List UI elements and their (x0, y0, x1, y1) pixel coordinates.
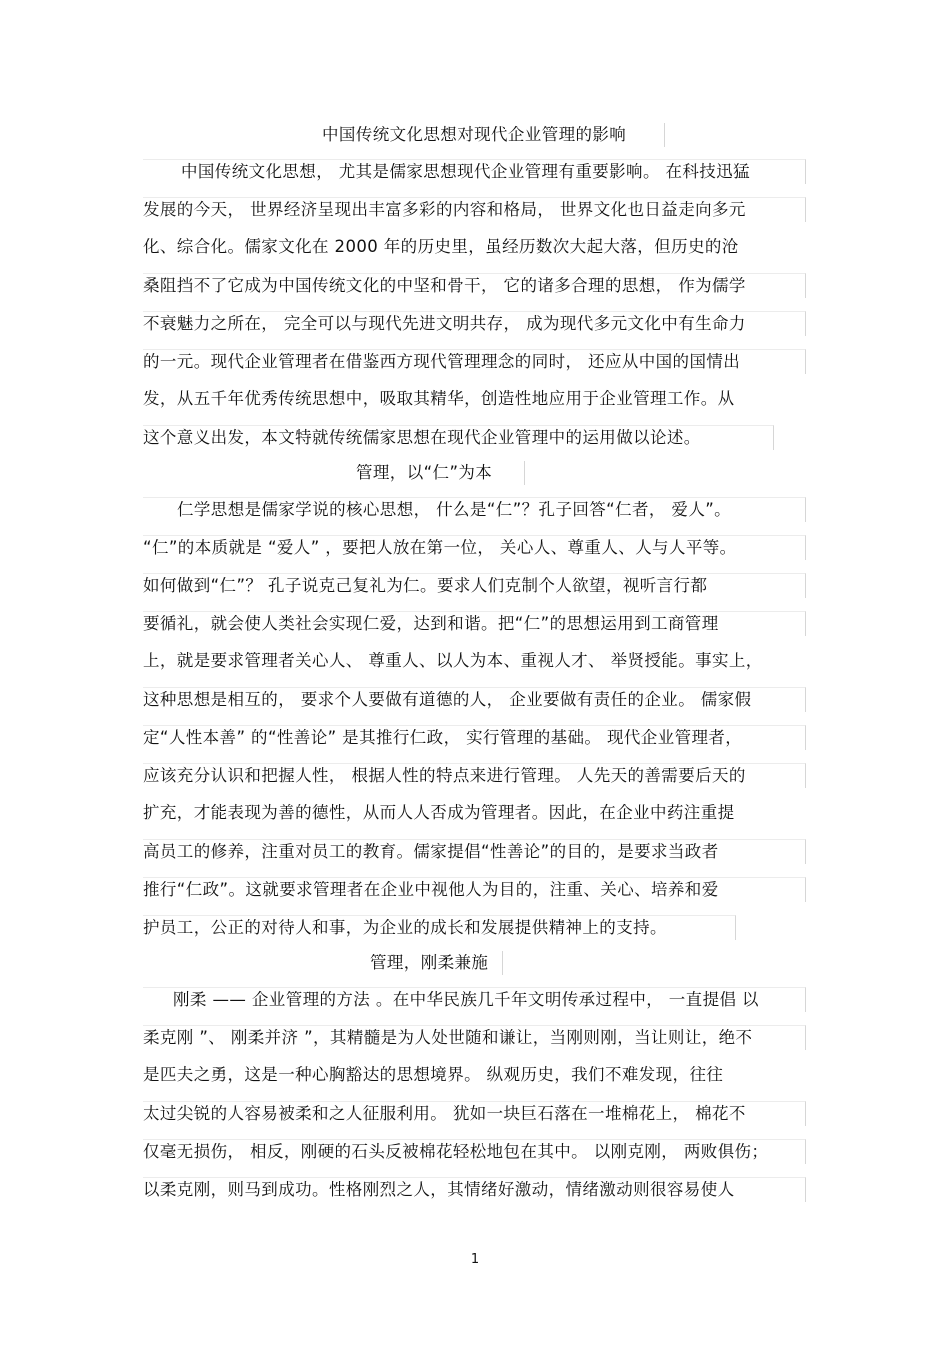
paragraph-line: 的一元。现代企业管理者在借鉴西方现代管理理念的同时， 还应从中国的国情出 (143, 349, 806, 374)
paragraph-line: 定“人性本善” 的“性善论” 是其推行仁政， 实行管理的基础。 现代企业管理者， (143, 725, 806, 750)
paragraph-line: 护员工，公正的对待人和事，为企业的成长和发展提供精神上的支持。 (143, 915, 736, 940)
paragraph-line: 这个意义出发，本文特就传统儒家思想在现代企业管理中的运用做以论述。 (143, 425, 774, 450)
page-number: 1 (470, 1252, 480, 1267)
paragraph-line: 中国传统文化思想， 尤其是儒家思想现代企业管理有重要影响。 在科技迅猛 (143, 159, 806, 184)
paragraph-line: 刚柔 —— 企业管理的方法 。在中华民族几千年文明传承过程中， 一直提倡 以 (143, 987, 806, 1012)
paragraph-line: 应该充分认识和把握人性， 根据人性的特点来进行管理。 人先天的善需要后天的 (143, 763, 806, 788)
paragraph-line: 仅毫无损伤， 相反，刚硬的石头反被棉花轻松地包在其中。 以刚克刚， 两败俱伤； (143, 1139, 806, 1164)
paragraph-line: 不衰魅力之所在， 完全可以与现代先进文明共存， 成为现代多元文化中有生命力 (143, 311, 806, 336)
document-title: 中国传统文化思想对现代企业管理的影响 (322, 123, 665, 147)
paragraph-line: 要循礼，就会使人类社会实现仁爱，达到和谐。把“仁”的思想运用到工商管理 (143, 611, 806, 636)
section-heading-gangrou: 管理，刚柔兼施 (370, 951, 503, 975)
paragraph-line: “仁”的本质就是 “爱人” ，要把人放在第一位， 关心人、尊重人、人与人平等。 (143, 535, 806, 560)
paragraph-line: 发，从五千年优秀传统思想中，吸取其精华，创造性地应用于企业管理工作。从 (143, 389, 735, 408)
paragraph-line: 这种思想是相互的， 要求个人要做有道德的人， 企业要做有责任的企业。 儒家假 (143, 687, 806, 712)
paragraph-line: 高员工的修养，注重对员工的教育。儒家提倡“性善论”的目的，是要求当政者 (143, 839, 806, 864)
paragraph-line: 化、综合化。儒家文化在 2000 年的历史里，虽经历数次大起大落，但历史的沧 (143, 237, 739, 256)
paragraph-line: 上，就是要求管理者关心人、 尊重人、以人为本、重视人才、 举贤授能。事实上， (143, 651, 763, 670)
paragraph-line: 桑阻挡不了它成为中国传统文化的中坚和骨干， 它的诸多合理的思想， 作为儒学 (143, 273, 806, 298)
paragraph-line: 推行“仁政”。这就要求管理者在企业中视他人为目的，注重、关心、培养和爱 (143, 877, 806, 902)
section-heading-ren: 管理，以“仁”为本 (356, 461, 525, 485)
paragraph-line: 柔克刚 ”、 刚柔并济 ”，其精髓是为人处世随和谦让，当刚则刚，当让则让，绝不 (143, 1025, 806, 1050)
paragraph-line: 如何做到“仁”？ 孔子说克己复礼为仁。要求人们克制个人欲望，视听言行都 (143, 573, 806, 598)
paragraph-line: 以柔克刚，则马到成功。性格刚烈之人，其情绪好激动，情绪激动则很容易使人 (143, 1177, 806, 1202)
paragraph-line: 是匹夫之勇，这是一种心胸豁达的思想境界。 纵观历史，我们不难发现，往往 (143, 1065, 724, 1084)
paragraph-line: 扩充，才能表现为善的德性，从而人人否成为管理者。因此，在企业中药注重提 (143, 803, 735, 822)
paragraph-line: 发展的今天， 世界经济呈现出丰富多彩的内容和格局， 世界文化也日益走向多元 (143, 197, 806, 222)
paragraph-line: 仁学思想是儒家学说的核心思想， 什么是“仁”？孔子回答“仁者， 爱人”。 (143, 497, 806, 522)
paragraph-line: 太过尖锐的人容易被柔和之人征服利用。 犹如一块巨石落在一堆棉花上， 棉花不 (143, 1101, 806, 1126)
